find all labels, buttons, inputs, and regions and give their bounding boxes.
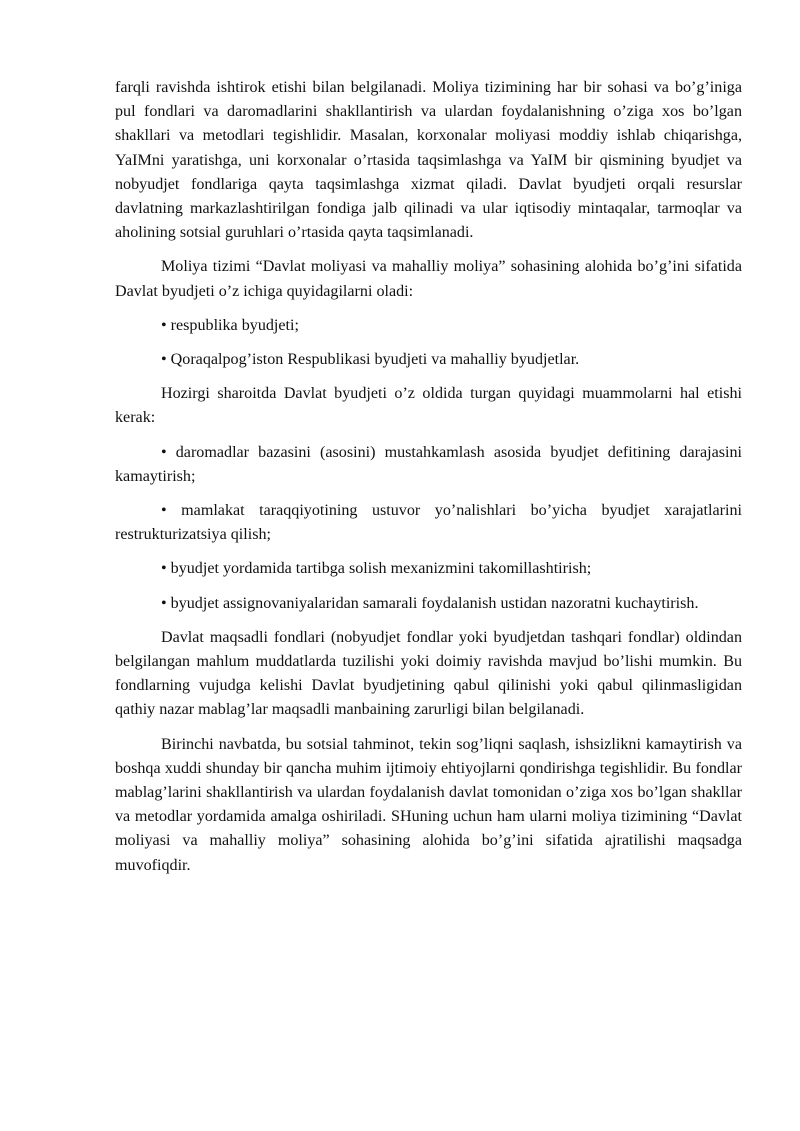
list-item: • mamlakat taraqqiyotining ustuvor yo’nalishlari bo’yicha byudjet xarajatlarini restrukturizatsiya qilish; [115,502,742,544]
list-item: • byudjet yordamida tartibga solish mexanizmini takomillashtirish; [161,560,592,578]
paragraph-problems-intro: Hozirgi sharoitda Davlat byudjeti o’z oldida turgan quyidagi muammolarni hal etishi kerak: [115,385,742,427]
paragraph-social-needs: Birinchi navbatda, bu sotsial tahminot, tekin sog’liqni saqlash, ishsizlikni kamaytirish va boshqa xuddi shunday bir qancha muhim ijtimoiy ehtiyojlarni qondirishga tegishlidir. Bu fondlar mablag’larini shakllantirish va ulardan foydalanish davlat tomonidan o’ziga xos bo’lgan shakllar va metodlar yordamida amalga oshiriladi. SHuning uchun ham ularni moliya tizimining “Davlat moliyasi va mahalliy moliya” sohasining alohida bo’g’ini sifatida ajratilishi maqsadga muvofiqdir. [115,735,742,874]
paragraph-continuation: farqli ravishda ishtirok etishi bilan belgilanadi. Moliya tizimining har bir sohasi va bo’g’iniga pul fondlari va daromadlarini shakllantirish va ulardan foydalanishning o’ziga xos bo’lgan shakllari va metodlari tegishlidir. Masalan, korxonalar moliyasi moddiy ishlab chiqarishga, YaIMni yaratishga, uni korxonalar o’rtasida taqsimlashga va YaIM bir qismining byudjet va nobyudjet fondlariga qayta taqsimlashga xizmat qiladi. Davlat byudjeti orqali resurslar davlatning markazlashtirilgan fondiga jalb qilinadi va ular iqtisodiy mintaqalar, tarmoqlar va aholining sotsial guruhlari o’rtasida qayta taqsimlanadi. [115,79,742,242]
paragraph-target-funds: Davlat maqsadli fondlari (nobyudjet fondlar yoki byudjetdan tashqari fondlar) oldindan belgilangan mahlum muddatlarda tuzilishi yoki doimiy ravishda mavjud bo’lishi mumkin. Bu fondlarning vujudga kelishi Davlat byudjetining qabul qilinishi yoki qabul qilinmasligidan qathiy nazar mablag’lar maqsadli manbaining zarurligi bilan belgilanadi. [115,628,742,719]
list-item: • respublika byudjeti; [161,316,299,334]
paragraph-budget-intro: Moliya tizimi “Davlat moliyasi va mahalliy moliya” sohasining alohida bo’g’ini sifatida Davlat byudjeti o’z ichiga quyidagilarni oladi: [115,258,742,300]
list-item: • Qoraqalpog’iston Respublikasi byudjeti va mahalliy byudjetlar. [161,351,580,369]
list-item: • daromadlar bazasini (asosini) mustahkamlash asosida byudjet defitining darajasini kamaytirish; [115,443,742,485]
list-item: • byudjet assignovaniyalaridan samarali foydalanish ustidan nazoratni kuchaytirish. [161,594,699,612]
